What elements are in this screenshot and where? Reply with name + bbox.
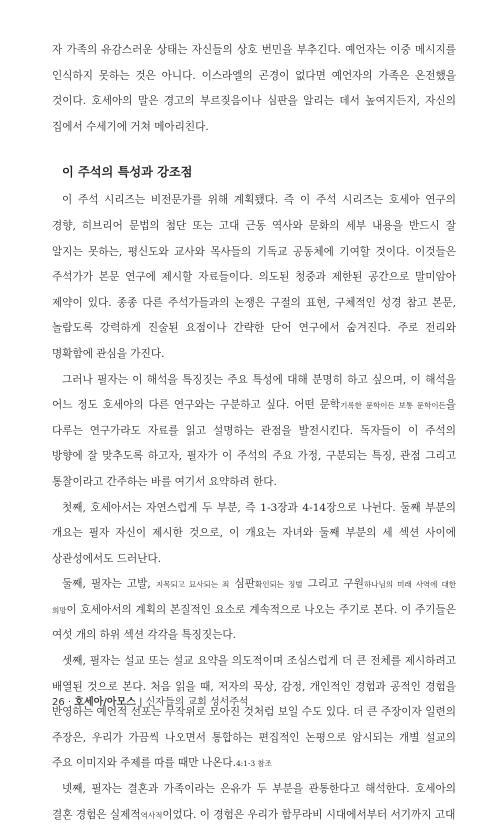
- footer-separator: ·: [64, 697, 75, 708]
- series-title: | 신자들의 교회 성서주석: [135, 697, 249, 708]
- paragraph-4-text-c: 그리고 구원: [302, 578, 365, 591]
- paragraph-4-text-b: 심판: [229, 578, 255, 591]
- page-number: 26: [52, 697, 65, 708]
- paragraph-2-text-b: 을 다루는 연구가라도 자료를 읽고 설명하는 관점을 발전시킨다. 독자들이 이 주석의 방향에 잘 맞추도록 하고자, 필자가 이 주석의 주요 가정, 구분되는 특징, 관점 그리고 통찰이라고 간주하는 바를 여기서 요약하려 한다.: [52, 399, 456, 488]
- book-title: 호세아/아모스: [74, 697, 136, 708]
- paragraph-6: [52, 777, 456, 828]
- paragraph-2-text-a: 그러나 필자는 이 해석을 특징짓는 주요 특성에 대해 분명히 하고 싶으며, 이 해석을 어느 정도 호세아의 다른 연구와는 구분하고 싶다. 어떤 문학: [52, 373, 456, 412]
- page-body: [52, 38, 456, 828]
- paragraph-6-text-b: 이었다. 이 경험은 우리가 함무라비 시대에서부터 서기까지 고대: [162, 808, 456, 821]
- paragraph-6-text-a: 넷째, 필자는 결혼과 가족이라는 은유가 두 부분을 관통한다고 해석한다. 호세아의 결혼 경험은 실제적: [52, 783, 456, 821]
- paragraph-4-text-a: 둘째, 필자는 고발,: [62, 578, 151, 591]
- paragraph-6-note: 역사적: [140, 810, 163, 820]
- paragraph-2-note: 기록한 문학이든 보통 문학이든: [340, 401, 446, 411]
- paragraph-4-text-d: 이 호세아서의 계획의 본질적인 요소로 계속적으로 나오는 주기로 본다. 이 주기들은 여섯 개의 하위 섹션 각각을 특징짓는다.: [52, 603, 456, 642]
- paragraph-4-note-3: 하나님의 미래 사역에 대한 희망: [52, 580, 456, 615]
- paragraph-5-text: 셋째, 필자는 설교 또는 설교 요약을 의도적이며 조심스럽게 더 큰 전체를 제시하려고 배열된 것으로 본다. 처음 읽을 때, 저자의 묵상, 감정, 개인적인 경험과 공적인 경험을 반영하는 예언적 선포는 무작위로 모아진 것처럼 보일 수도 있다. 더 큰 주장이자 일련의 주장은, 우리가 가끔씩 나오면서 통합하는 편집적인 논평으로 암시되는 개별 설교의 주요 이미지와 주제를 따를 때만 나온다.: [52, 655, 456, 770]
- paragraph-4-note-2: 확인되는 징벌: [254, 580, 303, 590]
- paragraph-4: [52, 572, 456, 649]
- paragraph-5-note: 4:1-3 참조: [235, 759, 272, 769]
- paragraph-1: 이 주석 시리즈는 비전문가를 위해 계획됐다. 즉 이 주석 시리즈는 호세아 연구의 경향, 히브리어 문법의 첨단 또는 고대 근동 역사와 문화의 세부 내용을 반드시 잘 알지는 못하는, 평신도와 교사와 목사들의 기독교 공동체에 기여할 것이다. 이것들은 주석가가 본문 연구에 제시할 자료들이다. 의도된 청중과 제한된 공간으로 말미암아 제약이 있다. 종종 다른 주석가들과의 논쟁은 구절의 표현, 구체적인 성경 참고 본문, 놀람도록 강력하게 진술된 요점이나 간략한 단어 연구에서 숨겨진다. 주로 전리와 명확함에 관심을 가진다.: [52, 194, 456, 360]
- paragraph-5: [52, 649, 456, 777]
- paragraph-2: [52, 368, 456, 496]
- section-heading: 이 주석의 특성과 강조점: [62, 165, 193, 180]
- intro-paragraph: 자 가족의 유감스러운 상태는 자신들의 상호 번민을 부추긴다. 예언자는 이중 메시지를 인식하지 못하는 것은 아니다. 이스라엘의 곤경이 없다면 예언자의 가족은 온전했을 것이다. 호세아의 말은 경고의 부르짖음이나 심판을 알리는 데서 높여지든지, 자신의 집에서 수세기에 거쳐 메아리친다.: [52, 44, 456, 133]
- paragraph-4-note-1: 지목되고 묘사되는 죄: [155, 580, 230, 590]
- paragraph-3: 첫째, 호세아서는 자연스럽게 두 부분, 즉 1-3장과 4-14장으로 나뉜다. 둘째 부분의 개요는 필자 자신이 제시한 것으로, 이 개요는 자녀와 둘째 부분의 세 섹션 사이에 상관성에서도 드러난다.: [52, 501, 456, 565]
- page-footer: [52, 693, 249, 708]
